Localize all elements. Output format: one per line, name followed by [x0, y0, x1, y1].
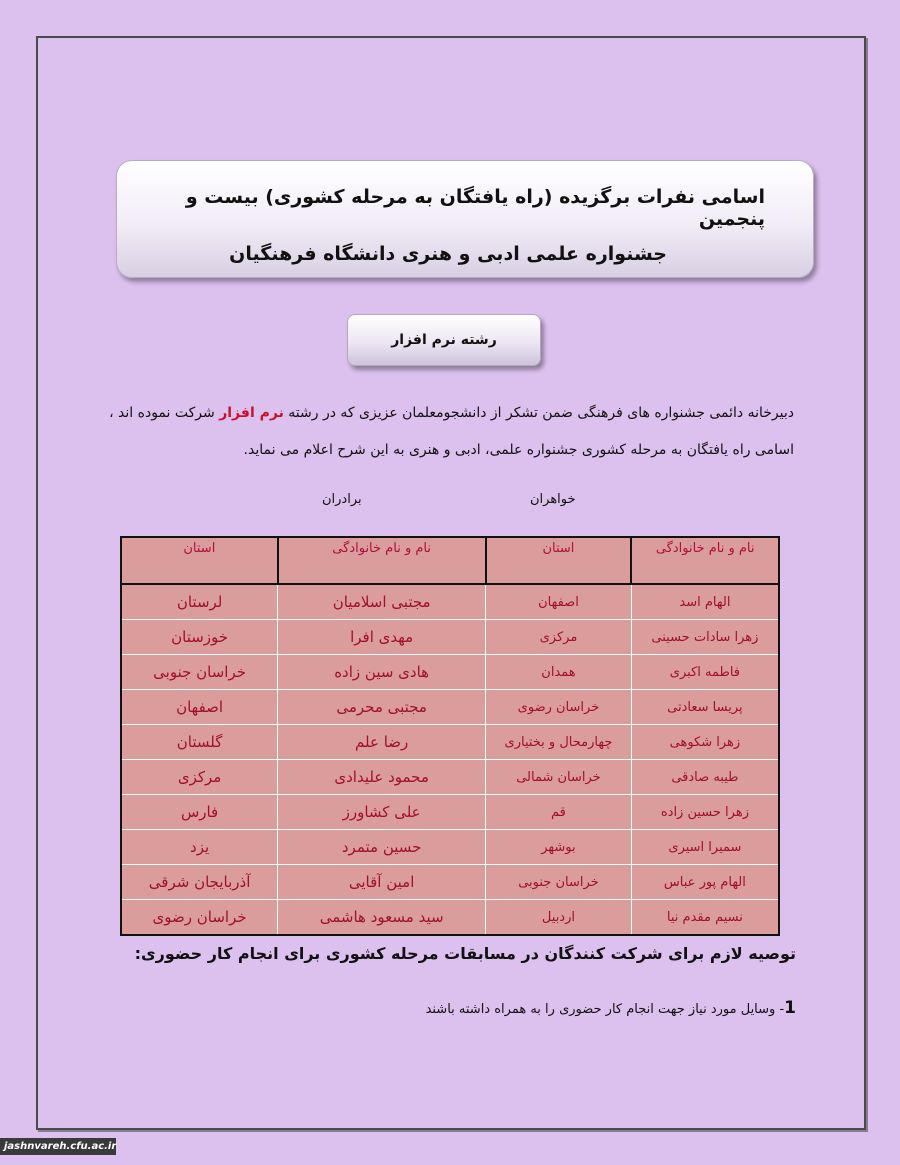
table-row [121, 655, 779, 690]
header-sister-name: نام و نام خانوادگی [631, 537, 779, 584]
sister-province: قم [486, 795, 632, 830]
sister-province: خراسان جنوبی [486, 865, 632, 900]
table-row [121, 865, 779, 900]
brother-province: مرکزی [121, 760, 278, 795]
group-label-brothers: برادران [322, 492, 362, 507]
sister-province: بوشهر [486, 830, 632, 865]
brother-name: علی کشاورز [278, 795, 486, 830]
sister-province: چهارمحال و بختیاری [486, 725, 632, 760]
table-row [121, 830, 779, 865]
brother-name: حسین متمرد [278, 830, 486, 865]
brother-province: خوزستان [121, 620, 278, 655]
sister-name: پریسا سعادتی [631, 690, 779, 725]
sister-name: زهرا شکوهی [631, 725, 779, 760]
brother-province: اصفهان [121, 690, 278, 725]
header-brother-province: استان [121, 537, 278, 584]
brother-name: امین آقایی [278, 865, 486, 900]
brother-name: مهدی افرا [278, 620, 486, 655]
header-brother-name: نام و نام خانوادگی [278, 537, 486, 584]
table-row [121, 725, 779, 760]
sister-province: همدان [486, 655, 632, 690]
item-number: 1 [784, 998, 796, 1018]
title-line-1: اسامی نفرات برگزیده (راه یافتگان به مرحله کشوری) بیست و پنجمین [185, 186, 765, 230]
table-header-row [121, 537, 779, 584]
sister-name: زهرا حسین زاده [631, 795, 779, 830]
brother-name: مجتبی محرمی [278, 690, 486, 725]
sister-name: سمیرا اسیری [631, 830, 779, 865]
sister-province: اصفهان [486, 584, 632, 620]
sister-name: الهام پور عباس [631, 865, 779, 900]
sister-province: مرکزی [486, 620, 632, 655]
intro-highlight: نرم افزار [219, 405, 284, 421]
sister-name: فاطمه اکبری [631, 655, 779, 690]
brother-province: یزد [121, 830, 278, 865]
footer-watermark: jashnvareh.cfu.ac.ir [0, 1138, 116, 1155]
table-row [121, 760, 779, 795]
brother-province: گلستان [121, 725, 278, 760]
brother-name: هادی سین زاده [278, 655, 486, 690]
intro-line-2: اسامی راه یافتگان به مرحله کشوری جشنواره علمی، ادبی و هنری به این شرح اعلام می نماید. [243, 442, 794, 458]
sister-province: خراسان رضوی [486, 690, 632, 725]
sister-name: الهام اسد [631, 584, 779, 620]
intro-line-1-post: شرکت نموده اند ، [109, 405, 215, 421]
brother-province: فارس [121, 795, 278, 830]
intro-line-1-pre: دبیرخانه دائمی جشنواره های فرهنگی ضمن تشکر از دانشجومعلمان عزیزی که در رشته [288, 405, 794, 421]
brother-province: خراسان رضوی [121, 900, 278, 936]
sister-name: طیبه صادقی [631, 760, 779, 795]
recommendation-item-1 [426, 998, 796, 1018]
intro-line-1 [104, 405, 794, 421]
header-sister-province: استان [486, 537, 632, 584]
sister-name: زهرا سادات حسینی [631, 620, 779, 655]
table-row [121, 620, 779, 655]
recommendation-heading: توصیه لازم برای شرکت کنندگان در مسابقات مرحله کشوری برای انجام کار حضوری: [134, 944, 796, 963]
table-row [121, 584, 779, 620]
brother-province: آذربایجان شرقی [121, 865, 278, 900]
table-row [121, 690, 779, 725]
brother-province: خراسان جنوبی [121, 655, 278, 690]
brother-province: لرستان [121, 584, 278, 620]
table-row [121, 900, 779, 936]
group-label-sisters: خواهران [530, 492, 576, 507]
title-line-2: جشنواره علمی ادبی و هنری دانشگاه فرهنگیان [229, 243, 667, 265]
table-row [121, 795, 779, 830]
brother-name: محمود علیدادی [278, 760, 486, 795]
sister-province: خراسان شمالی [486, 760, 632, 795]
title-box [116, 160, 814, 278]
winners-table [120, 536, 780, 936]
field-title: رشته نرم افزار [347, 314, 541, 366]
brother-name: سید مسعود هاشمی [278, 900, 486, 936]
item-text: - وسایل مورد نیاز جهت انجام کار حضوری را به همراه داشته باشند [425, 1002, 785, 1017]
sister-province: اردبیل [486, 900, 632, 936]
sister-name: نسیم مقدم نیا [631, 900, 779, 936]
brother-name: رضا علم [278, 725, 486, 760]
brother-name: مجتبی اسلامیان [278, 584, 486, 620]
